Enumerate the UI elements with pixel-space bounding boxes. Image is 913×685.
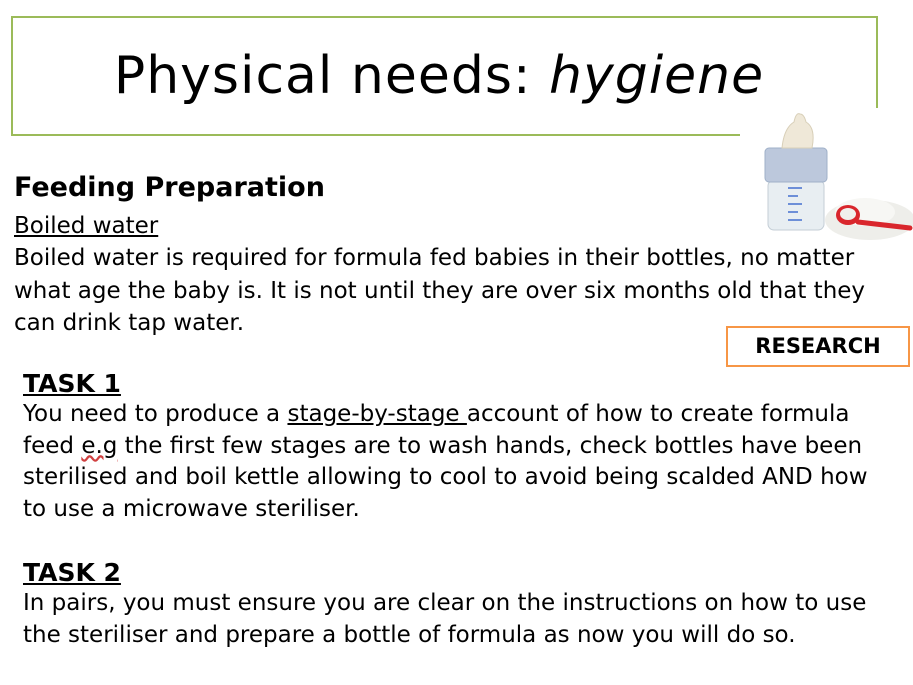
task1-eg: e.g: [81, 432, 118, 459]
title-text: Physical needs:: [113, 46, 549, 106]
task2-text: In pairs, you must ensure you are clear on the instructions on how to use the steriliser and prepare a bottle of formula as now you will do so.: [23, 590, 867, 648]
section-subheading: Boiled water: [14, 213, 159, 239]
task1-title: TASK 1: [23, 369, 121, 398]
baby-bottle-image: [740, 108, 913, 248]
slide-title: [0, 44, 878, 108]
task1-text-before: You need to produce a: [23, 401, 288, 427]
task2-title: TASK 2: [23, 558, 121, 587]
title-italic-text: hygiene: [549, 46, 765, 106]
task1-text: [23, 399, 893, 525]
research-label: RESEARCH: [726, 326, 910, 367]
section-heading: Feeding Preparation: [14, 172, 325, 203]
section-paragraph: Boiled water is required for formula fed babies in their bottles, no matter what age the baby is. It is not until they are over six months old that they can drink tap water.: [14, 245, 866, 336]
task1-text-after: the first few stages are to wash hands, check bottles have been sterilised and boil kettle allowing to cool to avoid being scalded AND how to use a microwave steriliser.: [23, 432, 868, 522]
task1-text-mid: account of how to create formula feed: [23, 401, 850, 459]
task1-underlined: stage-by-stage: [287, 401, 467, 427]
